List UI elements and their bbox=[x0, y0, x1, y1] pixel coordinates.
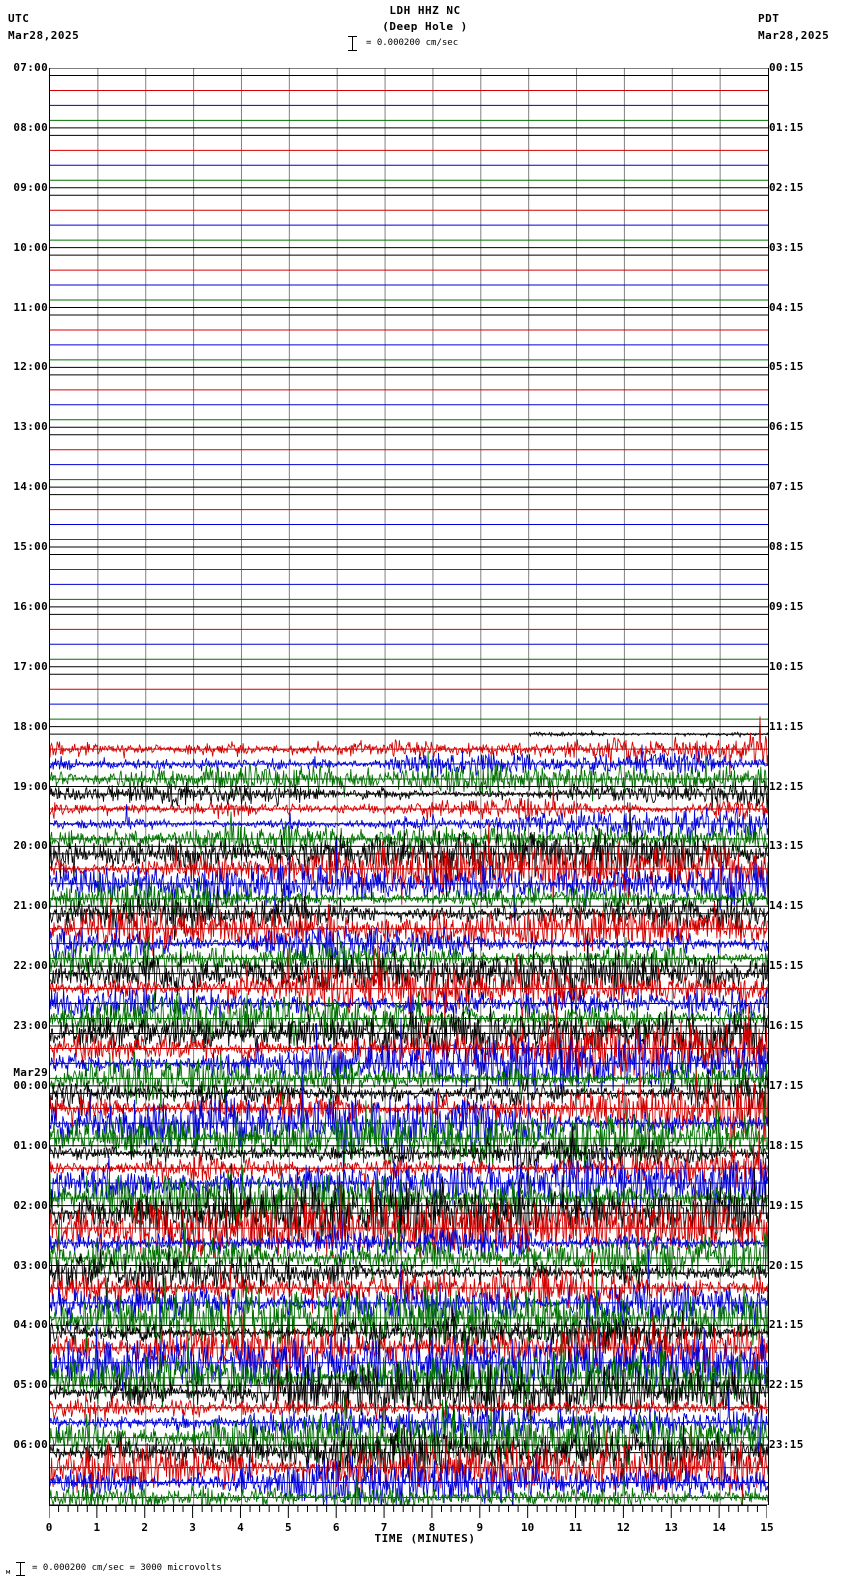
x-axis-tick-label: 5 bbox=[285, 1521, 292, 1534]
chart-header bbox=[0, 0, 850, 58]
pdt-hour-label: 04:15 bbox=[769, 300, 804, 314]
pdt-hour-label: 14:15 bbox=[769, 899, 804, 913]
x-axis-tick-label: 15 bbox=[760, 1521, 774, 1534]
footer-multiplier: м bbox=[6, 1568, 11, 1576]
day-change-label: Mar29 bbox=[13, 1065, 48, 1079]
x-axis-tick-label: 12 bbox=[616, 1521, 631, 1534]
pdt-hour-label: 09:15 bbox=[769, 599, 804, 613]
x-axis-tick-label: 14 bbox=[712, 1521, 726, 1534]
x-axis-tick-label: 6 bbox=[332, 1521, 340, 1534]
helicorder-plot bbox=[49, 68, 769, 1505]
utc-hour-label: 05:00 bbox=[13, 1378, 48, 1392]
pdt-hour-label: 12:15 bbox=[769, 779, 804, 793]
x-axis-tick-label: 3 bbox=[189, 1521, 196, 1534]
utc-hour-label: 12:00 bbox=[13, 360, 48, 374]
utc-hour-label: 00:00 bbox=[13, 1078, 48, 1092]
x-axis-tick-label: 4 bbox=[237, 1521, 244, 1534]
pdt-hour-label: 23:15 bbox=[769, 1438, 804, 1452]
pdt-hour-label: 00:15 bbox=[769, 61, 804, 74]
seismogram-traces bbox=[50, 68, 768, 1505]
pdt-hour-label: 21:15 bbox=[769, 1318, 804, 1332]
right-time-axis bbox=[769, 61, 850, 1505]
x-axis-ticks bbox=[49, 1505, 767, 1521]
pdt-hour-label: 08:15 bbox=[769, 540, 804, 553]
utc-hour-label: 13:00 bbox=[13, 420, 48, 434]
x-axis-tick-label: 2 bbox=[141, 1521, 149, 1534]
pdt-hour-label: 16:15 bbox=[769, 1019, 804, 1032]
utc-hour-label: 20:00 bbox=[13, 839, 48, 853]
pdt-hour-label: 17:15 bbox=[769, 1078, 804, 1092]
utc-hour-label: 06:00 bbox=[13, 1438, 48, 1452]
pdt-hour-label: 10:15 bbox=[769, 659, 804, 673]
pdt-hour-label: 22:15 bbox=[769, 1378, 804, 1392]
pdt-timezone-label: PDT bbox=[758, 12, 780, 25]
utc-hour-label: 04:00 bbox=[13, 1318, 48, 1332]
utc-hour-label: 01:00 bbox=[13, 1138, 48, 1152]
pdt-hour-label: 13:15 bbox=[769, 839, 804, 853]
utc-hour-label: 23:00 bbox=[13, 1019, 48, 1032]
scale-bar-icon bbox=[348, 36, 357, 51]
utc-hour-label: 17:00 bbox=[13, 659, 48, 673]
pdt-hour-label: 05:15 bbox=[769, 360, 804, 374]
utc-date-label: Mar28,2025 bbox=[8, 29, 80, 42]
utc-hour-label: 07:00 bbox=[13, 61, 48, 74]
x-axis-tick-label: 9 bbox=[476, 1521, 484, 1534]
pdt-hour-label: 15:15 bbox=[769, 959, 804, 973]
utc-hour-label: 11:00 bbox=[13, 300, 48, 314]
seismic-trace bbox=[50, 716, 768, 774]
left-time-axis bbox=[0, 61, 48, 1505]
utc-hour-label: 16:00 bbox=[13, 599, 48, 613]
pdt-hour-label: 19:15 bbox=[769, 1198, 804, 1212]
utc-hour-label: 19:00 bbox=[13, 779, 48, 793]
x-axis-tick-label: 10 bbox=[521, 1521, 535, 1534]
utc-hour-label: 02:00 bbox=[13, 1198, 48, 1212]
x-axis-tick-label: 8 bbox=[428, 1521, 436, 1534]
pdt-hour-label: 06:15 bbox=[769, 420, 804, 434]
pdt-hour-label: 02:15 bbox=[769, 180, 804, 194]
pdt-hour-label: 18:15 bbox=[769, 1138, 804, 1152]
seismic-trace bbox=[50, 1424, 768, 1505]
pdt-hour-label: 11:15 bbox=[769, 719, 804, 733]
x-axis-tick-label: 7 bbox=[380, 1521, 388, 1534]
seismic-trace bbox=[50, 804, 768, 848]
pdt-date-label: Mar28,2025 bbox=[758, 29, 830, 42]
utc-hour-label: 08:00 bbox=[13, 120, 48, 134]
scale-caption: = 0.000200 cm/sec bbox=[366, 38, 459, 48]
utc-timezone-label: UTC bbox=[8, 12, 30, 25]
utc-hour-label: 03:00 bbox=[13, 1258, 48, 1272]
x-axis-tick-label: 11 bbox=[568, 1521, 583, 1534]
x-axis-tick-label: 0 bbox=[45, 1521, 53, 1534]
utc-hour-label: 21:00 bbox=[13, 899, 48, 913]
utc-hour-label: 18:00 bbox=[13, 719, 48, 733]
pdt-hour-label: 20:15 bbox=[769, 1258, 804, 1272]
pdt-hour-label: 07:15 bbox=[769, 480, 804, 494]
x-axis-tick-label: 1 bbox=[93, 1521, 101, 1534]
footer-scale-caption: = 0.000200 cm/sec = 3000 microvolts bbox=[32, 1563, 222, 1573]
x-axis-title: TIME (MINUTES) bbox=[374, 1532, 476, 1545]
pdt-hour-label: 03:15 bbox=[769, 240, 804, 254]
footer-scale-bar-icon bbox=[16, 1562, 25, 1576]
station-subtitle: (Deep Hole ) bbox=[382, 20, 468, 33]
x-axis-tick-label: 13 bbox=[664, 1521, 678, 1534]
pdt-hour-label: 01:15 bbox=[769, 120, 804, 134]
utc-hour-label: 10:00 bbox=[13, 240, 48, 254]
utc-hour-label: 09:00 bbox=[13, 180, 48, 194]
chart-footer bbox=[0, 1560, 850, 1584]
utc-hour-label: 22:00 bbox=[13, 959, 48, 973]
utc-hour-label: 15:00 bbox=[13, 540, 48, 553]
station-title: LDH HHZ NC bbox=[389, 4, 461, 17]
utc-hour-label: 14:00 bbox=[13, 480, 48, 494]
